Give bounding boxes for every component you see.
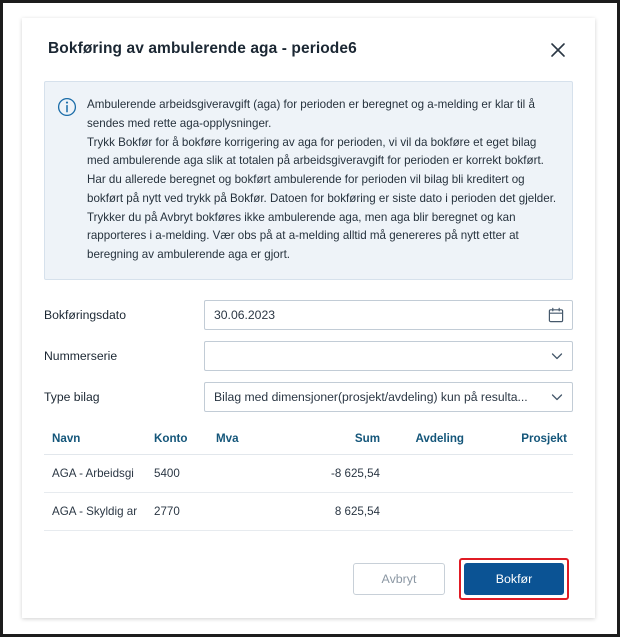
type-bilag-select[interactable]	[204, 382, 573, 412]
chevron-down-icon[interactable]	[550, 342, 564, 370]
close-icon[interactable]	[547, 39, 569, 61]
table-row	[44, 455, 573, 493]
type-bilag-value: Bilag med dimensjoner(prosjekt/avdeling) kun på resulta...	[214, 390, 528, 405]
cell-avdeling	[380, 467, 464, 480]
page-title: Bokføring av ambulerende aga - periode6	[48, 40, 357, 57]
info-paragraph-2: Trykk Bokfør for å bokføre korrigering av aga for perioden, vi vil da bokføre et eget bilag med ambulerende aga slik at totalen på arbeidsgiveravgift for perioden er korrekt bokført. Har du allerede beregnet og bokført ambulerende for perioden vil bilag bli kreditert og bokført på nytt ved trykk på Bokfør. Datoen for bokføring er siste dato i perioden det gjelder.	[87, 135, 557, 205]
nummerserie-label: Nummerserie	[44, 349, 118, 364]
form-row-type-bilag	[44, 382, 573, 412]
cell-navn: AGA - Skyldig ar	[52, 505, 138, 519]
form-row-bokforingsdato	[44, 300, 573, 330]
info-paragraph-3: Trykker du på Avbryt bokføres ikke ambulerende aga, men aga blir beregnet og kan rapporteres i a-melding. Vær obs på at a-melding alltid må genereres på nytt etter at beregning av ambulerende aga er gjort.	[87, 210, 519, 262]
bokforing-dialog	[22, 18, 595, 618]
cell-avdeling	[380, 505, 464, 518]
cell-sum: 8 625,54	[334, 505, 380, 519]
cell-sum: -8 625,54	[331, 467, 380, 481]
bokforingsdato-input[interactable]	[204, 300, 573, 330]
chevron-down-icon[interactable]	[550, 383, 564, 411]
nummerserie-select[interactable]	[204, 341, 573, 371]
info-banner	[44, 81, 573, 280]
info-paragraph-1: Ambulerende arbeidsgiveravgift (aga) for perioden er beregnet og a-melding er klar til å sendes med rette aga-opplysninger.	[87, 98, 535, 130]
cell-navn: AGA - Arbeidsgi	[52, 467, 134, 481]
column-header-prosjekt: Prosjekt	[521, 432, 567, 446]
type-bilag-label: Type bilag	[44, 390, 100, 405]
dialog-footer	[22, 558, 595, 600]
cell-mva	[216, 505, 288, 518]
column-header-konto: Konto	[154, 432, 188, 446]
table-header-row	[44, 426, 573, 455]
column-header-avdeling: Avdeling	[415, 432, 464, 446]
cancel-button[interactable]: Avbryt	[353, 563, 445, 595]
calendar-icon[interactable]	[548, 301, 564, 329]
info-banner-text	[87, 96, 558, 265]
cell-prosjekt	[464, 467, 573, 480]
cell-konto: 2770	[154, 505, 180, 519]
cell-prosjekt	[464, 505, 573, 518]
dialog-form	[44, 300, 573, 412]
column-header-sum: Sum	[354, 432, 380, 446]
cell-konto: 5400	[154, 467, 180, 481]
bokforingsdato-label: Bokføringsdato	[44, 308, 126, 323]
form-row-nummerserie	[44, 341, 573, 371]
info-circle-icon	[57, 97, 77, 117]
bokforingsdato-value: 30.06.2023	[214, 308, 275, 323]
column-header-mva: Mva	[216, 432, 239, 446]
cell-mva	[216, 467, 288, 480]
dialog-header	[22, 18, 595, 67]
postings-table	[44, 426, 573, 531]
bokfor-button[interactable]: Bokfør	[464, 563, 564, 595]
table-row	[44, 493, 573, 531]
submit-button-highlight	[459, 558, 569, 600]
column-header-navn: Navn	[52, 432, 81, 446]
